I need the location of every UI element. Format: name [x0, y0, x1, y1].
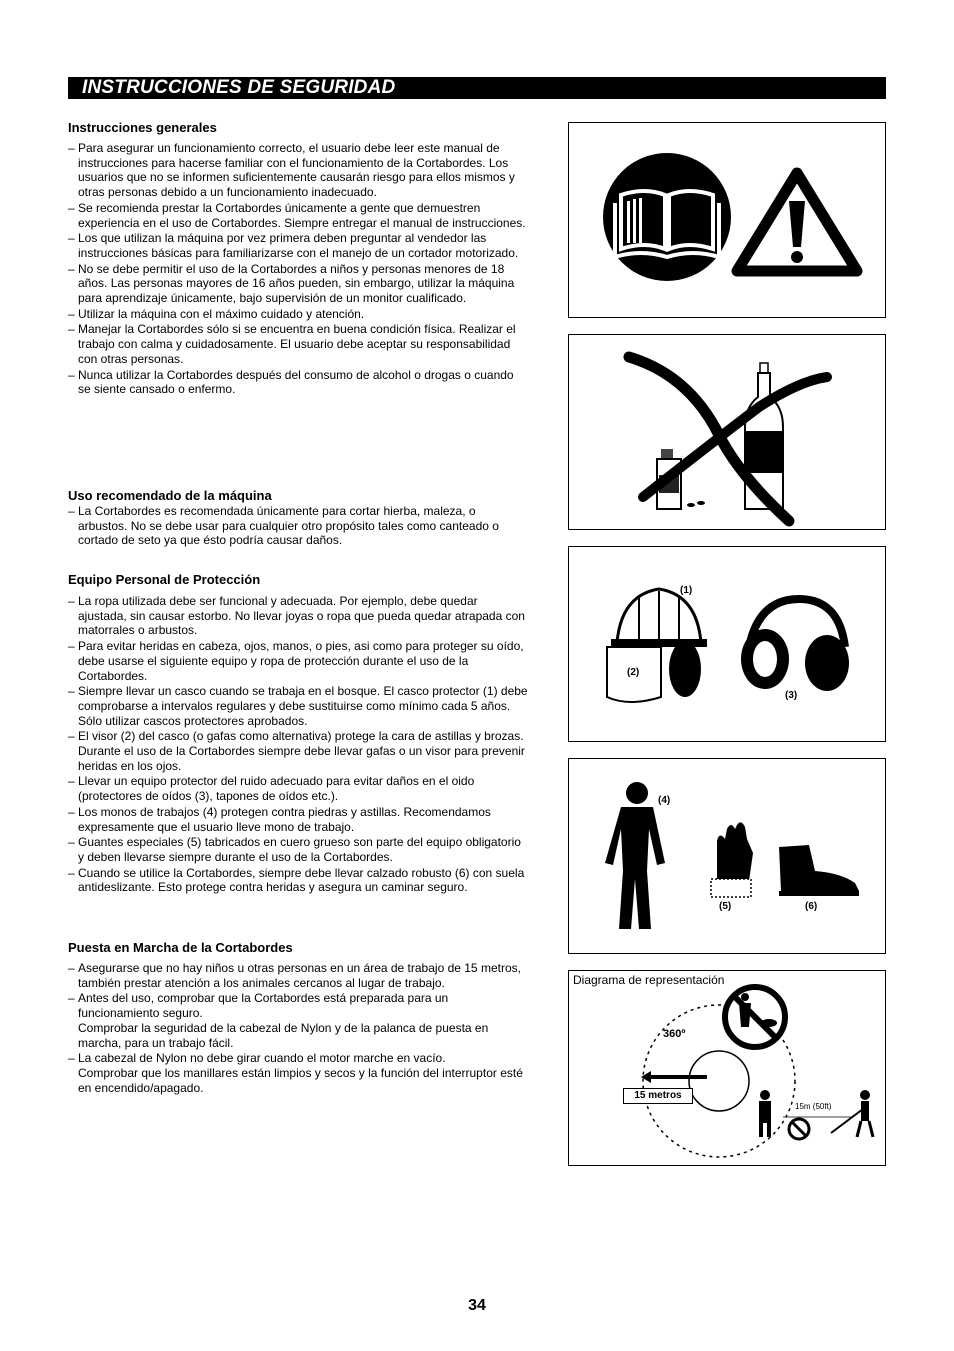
heading-general: Instrucciones generales [68, 120, 217, 135]
list-item: – Llevar un equipo protector del ruido adecuado para evitar daños en el oido (protectores de oídos (3), tapones de oídos etc.). [68, 774, 528, 803]
list-item: – Se recomienda prestar la Cortabordes únicamente a gente que demuestren experiencia en el uso de Cortabordes. Siempre entregar el manual de instrucciones. [68, 201, 528, 230]
diagram-title: Diagrama de representación [573, 973, 725, 987]
list-item [68, 991, 528, 1050]
label-ear: (3) [785, 690, 798, 701]
label-helmet: (1) [680, 585, 693, 596]
heading-equipo: Equipo Personal de Protección [68, 572, 261, 587]
list-item: – La ropa utilizada debe ser funcional y adecuada. Por ejemplo, debe quedar ajustada, sin causar estorbo. No llevar joyas o ropa que pueda quedar atrapada con matorrales o arbustos. [68, 594, 528, 638]
safety-diagram-illustration [569, 971, 885, 1165]
list-item: – El visor (2) del casco (o gafas como alternativa) protege la cara de astillas y brozas. Durante el uso de la Cortabordes siempre debe llevar gafas o un visor para prevenir heridas en los ojos. [68, 729, 528, 773]
heading-puesta: Puesta en Marcha de la Cortabordes [68, 940, 293, 955]
label-visor: (2) [627, 667, 640, 678]
list-item: – Para asegurar un funcionamiento correcto, el usuario debe leer este manual de instrucciones para hacerse familiar con el funcionamiento de la Cortabordes. Los usuarios que no se informen suficientemente causarán riesgo para ellos mismos y otras personas debido a un funcionamiento inadecuado. [68, 141, 528, 200]
diagram-angle-label: 360º [663, 1028, 686, 1040]
list-item-continuation: Comprobar la seguridad de la cabezal de Nylon y de la palanca de puesta en marcha, para un trabajo fácil. [78, 1020, 489, 1050]
list-item: – No se debe permitir el uso de la Cortabordes a niños y personas menores de 18 años. Las personas mayores de 16 años pueden, sin embargo, utilizar la máquina para aprendizaje únicamente, bajo supervisión de un monitor cualificado. [68, 262, 528, 306]
list-item: – Para evitar heridas en cabeza, ojos, manos, o pies, asi como para proteger su oído, debe usarse el siguiente equipo y ropa de protección durante el uso de la Cortabordes. [68, 639, 528, 683]
label-boots: (6) [805, 901, 818, 912]
figure-no-alcohol-drugs [568, 334, 886, 530]
heading-uso: Uso recomendado de la máquina [68, 488, 272, 503]
figure-read-manual-warning [568, 122, 886, 318]
list-item: – Cuando se utilice la Cortabordes, siempre debe llevar calzado robusto (6) con suela antideslizante. Esto protege contra heridas y asegura un caminar seguro. [68, 866, 528, 895]
label-suit: (4) [658, 795, 671, 806]
boot-icon [779, 845, 859, 896]
section-header-bar [68, 77, 886, 99]
no-entry-icon [789, 1119, 809, 1139]
worker-suit-icon [605, 782, 665, 929]
list-uso [68, 504, 528, 549]
section-header-title: INSTRUCCIONES DE SEGURIDAD [82, 77, 396, 98]
helmet-ear-illustration [569, 547, 885, 741]
no-people-animals-icon [725, 987, 785, 1047]
list-item: – Asegurarse que no hay niños u otras personas en un área de trabajo de 15 metros, también prestar atención a los animales cercanos al lugar de trabajo. [68, 961, 528, 990]
no-alcohol-illustration [569, 335, 885, 529]
helmet-icon [607, 589, 707, 702]
list-item: – Los monos de trabajos (4) protegen contra piedras y astillas. Recomendamos expresamente que el usuario lleve mono de trabajo. [68, 805, 528, 834]
list-item: – Nunca utilizar la Cortabordes después del consumo de alcohol o drogas o cuando se siente cansado o enfermo. [68, 368, 528, 397]
glove-icon [711, 822, 753, 897]
read-manual-warning-illustration [569, 123, 885, 317]
diagram-distance-badge: 15 metros [623, 1088, 693, 1104]
figure-helmet-ear-protection [568, 546, 886, 742]
figure-work-clothing [568, 758, 886, 954]
list-item [68, 1051, 528, 1095]
list-general [68, 141, 528, 398]
list-item: – Los que utilizan la máquina por vez primera deben preguntar al vendedor las instrucciones básicas para familiarizarse con el manejo de un cortador motorizado. [68, 231, 528, 260]
work-clothing-illustration [569, 759, 885, 953]
list-equipo [68, 594, 528, 896]
list-item: – Guantes especiales (5) tabricados en cuero grueso son parte del equipo obligatorio y deben llevarse siempre durante el uso de la Cortabordes. [68, 835, 528, 864]
list-item-text: Antes del uso, comprobar que la Cortabordes está preparada para un funcionamiento seguro. [78, 991, 449, 1021]
trimmer-operator-icon [831, 1090, 873, 1137]
list-item: – Siempre llevar un casco cuando se trabaja en el bosque. El casco protector (1) debe comprobarse a intervalos regulares y debe sustituirse como mínimo cada 5 años. Sólo utilizar cascos protectores aprobados. [68, 684, 528, 728]
operator-icon [759, 1090, 771, 1137]
list-item-text: La cabezal de Nylon no debe girar cuando el motor marche en vacío. [78, 1051, 446, 1066]
list-puesta [68, 961, 528, 1096]
list-item: – Utilizar la máquina con el máximo cuidado y atención. [68, 307, 528, 322]
list-item-continuation: Comprobar que los manillares están limpios y secos y la función del interruptor esté en encendido/apagado. [78, 1065, 523, 1095]
ear-muff-icon [741, 599, 849, 691]
figure-safety-distance-diagram [568, 970, 886, 1166]
list-item: – La Cortabordes es recomendada únicamente para cortar hierba, maleza, o arbustos. No se debe usar para cualquier otro propósito tales como canteado o cortado de seto ya que ésto podría causar daños. [68, 504, 528, 548]
page-number: 34 [468, 1297, 486, 1314]
list-item: – Manejar la Cortabordes sólo si se encuentra en buena condición física. Realizar el trabajo con calma y cuidadosamente. El usuario debe aceptar su responsabilidad con otras personas. [68, 322, 528, 366]
diagram-distance-small: 15m (50ft) [795, 1102, 832, 1111]
label-gloves: (5) [719, 901, 732, 912]
